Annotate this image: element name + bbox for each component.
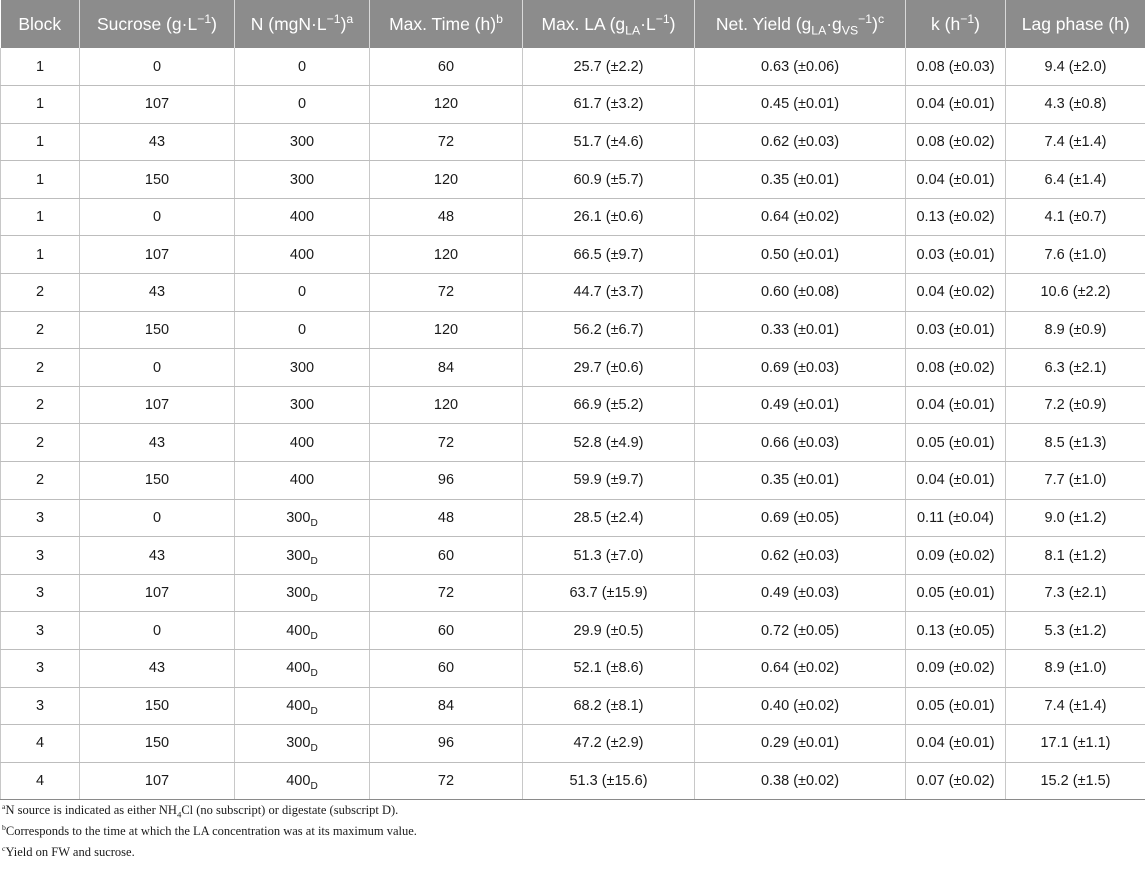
cell-max-time: 120 — [370, 86, 523, 124]
footnote-b: $^b$Corresponds to the time at which the LA concentration was at its maximum value. — [2, 823, 417, 839]
cell-lag-phase: 5.3 (±1.2) — [1006, 612, 1145, 650]
cell-nitrogen: $300_D$ — [235, 499, 370, 537]
cell-max-time: 96 — [370, 725, 523, 763]
cell-max-time: 72 — [370, 274, 523, 312]
cell-sucrose: 0 — [80, 48, 235, 86]
cell-sucrose: 150 — [80, 725, 235, 763]
cell-net-yield: 0.62 (±0.03) — [695, 123, 906, 161]
cell-sucrose: 43 — [80, 537, 235, 575]
cell-max-time: 72 — [370, 123, 523, 161]
table-row — [1, 274, 1145, 312]
cell-k: 0.13 (±0.05) — [906, 612, 1006, 650]
cell-max-time: 60 — [370, 650, 523, 688]
cell-sucrose: 150 — [80, 311, 235, 349]
cell-max-la: 61.7 (±3.2) — [523, 86, 695, 124]
cell-k: 0.09 (±0.02) — [906, 650, 1006, 688]
header-row — [1, 0, 1145, 48]
cell-k: 0.13 (±0.02) — [906, 198, 1006, 236]
cell-block: 4 — [1, 762, 80, 800]
cell-k: 0.04 (±0.01) — [906, 386, 1006, 424]
cell-nitrogen: $400_D$ — [235, 612, 370, 650]
cell-nitrogen: $400_D$ — [235, 762, 370, 800]
header-nitrogen: N $(mgN\cdot L^{-1})^a$ — [235, 0, 370, 48]
cell-block: 1 — [1, 198, 80, 236]
cell-k: 0.04 (±0.01) — [906, 86, 1006, 124]
cell-block: 3 — [1, 687, 80, 725]
table-row — [1, 311, 1145, 349]
cell-lag-phase: 9.0 (±1.2) — [1006, 499, 1145, 537]
cell-nitrogen: $300_D$ — [235, 537, 370, 575]
cell-max-la: 52.8 (±4.9) — [523, 424, 695, 462]
cell-max-time: 72 — [370, 574, 523, 612]
cell-k: 0.08 (±0.02) — [906, 123, 1006, 161]
cell-max-la: 47.2 (±2.9) — [523, 725, 695, 763]
cell-max-la: 28.5 (±2.4) — [523, 499, 695, 537]
cell-sucrose: 107 — [80, 574, 235, 612]
cell-lag-phase: 4.1 (±0.7) — [1006, 198, 1145, 236]
cell-sucrose: 107 — [80, 236, 235, 274]
cell-k: 0.04 (±0.01) — [906, 725, 1006, 763]
cell-max-la: 60.9 (±5.7) — [523, 161, 695, 199]
cell-max-la: 66.9 (±5.2) — [523, 386, 695, 424]
cell-nitrogen: 400 — [235, 424, 370, 462]
cell-block: 2 — [1, 462, 80, 500]
cell-k: 0.04 (±0.01) — [906, 462, 1006, 500]
table-row — [1, 537, 1145, 575]
cell-max-time: 120 — [370, 236, 523, 274]
cell-block: 2 — [1, 311, 80, 349]
cell-max-la: 51.7 (±4.6) — [523, 123, 695, 161]
cell-block: 1 — [1, 123, 80, 161]
table-row — [1, 86, 1145, 124]
cell-block: 4 — [1, 725, 80, 763]
cell-block: 3 — [1, 612, 80, 650]
cell-sucrose: 150 — [80, 687, 235, 725]
cell-lag-phase: 8.5 (±1.3) — [1006, 424, 1145, 462]
header-lag-phase: Lag phase (h) — [1006, 0, 1145, 48]
cell-nitrogen: 300 — [235, 349, 370, 387]
cell-block: 2 — [1, 349, 80, 387]
cell-lag-phase: 17.1 (±1.1) — [1006, 725, 1145, 763]
cell-net-yield: 0.38 (±0.02) — [695, 762, 906, 800]
cell-net-yield: 0.50 (±0.01) — [695, 236, 906, 274]
cell-nitrogen: 300 — [235, 123, 370, 161]
cell-sucrose: 0 — [80, 612, 235, 650]
header-block: Block — [1, 0, 80, 48]
cell-nitrogen: 400 — [235, 198, 370, 236]
cell-block: 3 — [1, 537, 80, 575]
cell-sucrose: 107 — [80, 386, 235, 424]
table-row — [1, 161, 1145, 199]
cell-block: 3 — [1, 574, 80, 612]
table-row — [1, 236, 1145, 274]
cell-net-yield: 0.40 (±0.02) — [695, 687, 906, 725]
cell-block: 3 — [1, 650, 80, 688]
table-row — [1, 386, 1145, 424]
cell-sucrose: 107 — [80, 86, 235, 124]
table-row — [1, 499, 1145, 537]
cell-max-la: 26.1 (±0.6) — [523, 198, 695, 236]
cell-max-time: 96 — [370, 462, 523, 500]
footnotes — [0, 800, 1145, 863]
cell-net-yield: 0.35 (±0.01) — [695, 462, 906, 500]
cell-max-time: 60 — [370, 48, 523, 86]
table-row — [1, 424, 1145, 462]
cell-sucrose: 0 — [80, 349, 235, 387]
cell-lag-phase: 6.4 (±1.4) — [1006, 161, 1145, 199]
cell-lag-phase: 8.9 (±0.9) — [1006, 311, 1145, 349]
header-max-la: Max. LA $(g_{LA}\cdot L^{-1})$ — [523, 0, 695, 48]
cell-nitrogen: 300 — [235, 161, 370, 199]
cell-max-time: 84 — [370, 687, 523, 725]
cell-nitrogen: 0 — [235, 48, 370, 86]
cell-net-yield: 0.29 (±0.01) — [695, 725, 906, 763]
cell-block: 1 — [1, 161, 80, 199]
footnote-c: $^c$Yield on FW and sucrose. — [2, 844, 135, 860]
cell-max-la: 29.9 (±0.5) — [523, 612, 695, 650]
cell-block: 1 — [1, 236, 80, 274]
cell-lag-phase: 15.2 (±1.5) — [1006, 762, 1145, 800]
cell-k: 0.04 (±0.02) — [906, 274, 1006, 312]
cell-lag-phase: 9.4 (±2.0) — [1006, 48, 1145, 86]
cell-k: 0.07 (±0.02) — [906, 762, 1006, 800]
table-row — [1, 612, 1145, 650]
cell-block: 2 — [1, 386, 80, 424]
cell-block: 2 — [1, 274, 80, 312]
cell-k: 0.09 (±0.02) — [906, 537, 1006, 575]
cell-nitrogen: $300_D$ — [235, 574, 370, 612]
cell-nitrogen: 300 — [235, 386, 370, 424]
cell-sucrose: 0 — [80, 499, 235, 537]
cell-net-yield: 0.63 (±0.06) — [695, 48, 906, 86]
cell-k: 0.05 (±0.01) — [906, 574, 1006, 612]
cell-net-yield: 0.62 (±0.03) — [695, 537, 906, 575]
table-row — [1, 198, 1145, 236]
cell-max-time: 120 — [370, 386, 523, 424]
cell-sucrose: 150 — [80, 161, 235, 199]
footnote-a: $^a$N source is indicated as either $NH_4Cl$ (no subscript) or digestate (subscript D). — [2, 802, 399, 820]
table-row — [1, 687, 1145, 725]
cell-net-yield: 0.33 (±0.01) — [695, 311, 906, 349]
table-row — [1, 650, 1145, 688]
cell-max-la: 59.9 (±9.7) — [523, 462, 695, 500]
cell-net-yield: 0.35 (±0.01) — [695, 161, 906, 199]
table-row — [1, 574, 1145, 612]
cell-lag-phase: 7.7 (±1.0) — [1006, 462, 1145, 500]
cell-nitrogen: $400_D$ — [235, 650, 370, 688]
cell-k: 0.05 (±0.01) — [906, 687, 1006, 725]
cell-net-yield: 0.49 (±0.03) — [695, 574, 906, 612]
cell-sucrose: 150 — [80, 462, 235, 500]
cell-max-time: 60 — [370, 537, 523, 575]
header-max-time: Max. Time $(h)^b$ — [370, 0, 523, 48]
cell-lag-phase: 10.6 (±2.2) — [1006, 274, 1145, 312]
cell-net-yield: 0.64 (±0.02) — [695, 198, 906, 236]
table-row — [1, 123, 1145, 161]
cell-k: 0.08 (±0.02) — [906, 349, 1006, 387]
cell-max-time: 48 — [370, 198, 523, 236]
cell-net-yield: 0.49 (±0.01) — [695, 386, 906, 424]
cell-net-yield: 0.64 (±0.02) — [695, 650, 906, 688]
cell-max-la: 44.7 (±3.7) — [523, 274, 695, 312]
cell-sucrose: 43 — [80, 424, 235, 462]
cell-max-time: 120 — [370, 161, 523, 199]
cell-sucrose: 0 — [80, 198, 235, 236]
cell-max-la: 63.7 (±15.9) — [523, 574, 695, 612]
header-sucrose: Sucrose $(g\cdot L^{-1})$ — [80, 0, 235, 48]
cell-max-la: 29.7 (±0.6) — [523, 349, 695, 387]
cell-block: 2 — [1, 424, 80, 462]
cell-k: 0.04 (±0.01) — [906, 161, 1006, 199]
cell-lag-phase: 7.3 (±2.1) — [1006, 574, 1145, 612]
table-row — [1, 48, 1145, 86]
cell-max-la: 51.3 (±7.0) — [523, 537, 695, 575]
cell-sucrose: 107 — [80, 762, 235, 800]
cell-lag-phase: 4.3 (±0.8) — [1006, 86, 1145, 124]
table-row — [1, 462, 1145, 500]
cell-max-la: 56.2 (±6.7) — [523, 311, 695, 349]
cell-nitrogen: 0 — [235, 274, 370, 312]
cell-sucrose: 43 — [80, 123, 235, 161]
cell-block: 1 — [1, 86, 80, 124]
cell-max-time: 60 — [370, 612, 523, 650]
cell-max-time: 48 — [370, 499, 523, 537]
cell-k: 0.03 (±0.01) — [906, 236, 1006, 274]
header-net-yield: Net. Yield $(g_{LA}\cdot g_{VS}^{-1})^c$ — [695, 0, 906, 48]
cell-max-time: 84 — [370, 349, 523, 387]
cell-max-la: 52.1 (±8.6) — [523, 650, 695, 688]
cell-net-yield: 0.72 (±0.05) — [695, 612, 906, 650]
table-body — [1, 48, 1145, 800]
cell-k: 0.05 (±0.01) — [906, 424, 1006, 462]
cell-nitrogen: 400 — [235, 236, 370, 274]
cell-max-la: 51.3 (±15.6) — [523, 762, 695, 800]
cell-max-time: 120 — [370, 311, 523, 349]
cell-lag-phase: 7.2 (±0.9) — [1006, 386, 1145, 424]
cell-lag-phase: 8.1 (±1.2) — [1006, 537, 1145, 575]
cell-lag-phase: 7.4 (±1.4) — [1006, 687, 1145, 725]
cell-lag-phase: 8.9 (±1.0) — [1006, 650, 1145, 688]
cell-sucrose: 43 — [80, 650, 235, 688]
cell-max-time: 72 — [370, 424, 523, 462]
cell-max-la: 66.5 (±9.7) — [523, 236, 695, 274]
cell-nitrogen: $400_D$ — [235, 687, 370, 725]
cell-lag-phase: 7.4 (±1.4) — [1006, 123, 1145, 161]
cell-max-time: 72 — [370, 762, 523, 800]
cell-nitrogen: $300_D$ — [235, 725, 370, 763]
cell-block: 1 — [1, 48, 80, 86]
cell-max-la: 68.2 (±8.1) — [523, 687, 695, 725]
cell-net-yield: 0.69 (±0.03) — [695, 349, 906, 387]
cell-sucrose: 43 — [80, 274, 235, 312]
table-row — [1, 762, 1145, 800]
cell-k: 0.11 (±0.04) — [906, 499, 1006, 537]
cell-lag-phase: 7.6 (±1.0) — [1006, 236, 1145, 274]
cell-nitrogen: 0 — [235, 86, 370, 124]
cell-net-yield: 0.69 (±0.05) — [695, 499, 906, 537]
cell-k: 0.03 (±0.01) — [906, 311, 1006, 349]
cell-nitrogen: 0 — [235, 311, 370, 349]
cell-lag-phase: 6.3 (±2.1) — [1006, 349, 1145, 387]
cell-net-yield: 0.66 (±0.03) — [695, 424, 906, 462]
header-k: k $(h^{-1})$ — [906, 0, 1006, 48]
cell-net-yield: 0.45 (±0.01) — [695, 86, 906, 124]
table-row — [1, 725, 1145, 763]
cell-net-yield: 0.60 (±0.08) — [695, 274, 906, 312]
table-row — [1, 349, 1145, 387]
cell-k: 0.08 (±0.03) — [906, 48, 1006, 86]
cell-nitrogen: 400 — [235, 462, 370, 500]
cell-max-la: 25.7 (±2.2) — [523, 48, 695, 86]
cell-block: 3 — [1, 499, 80, 537]
